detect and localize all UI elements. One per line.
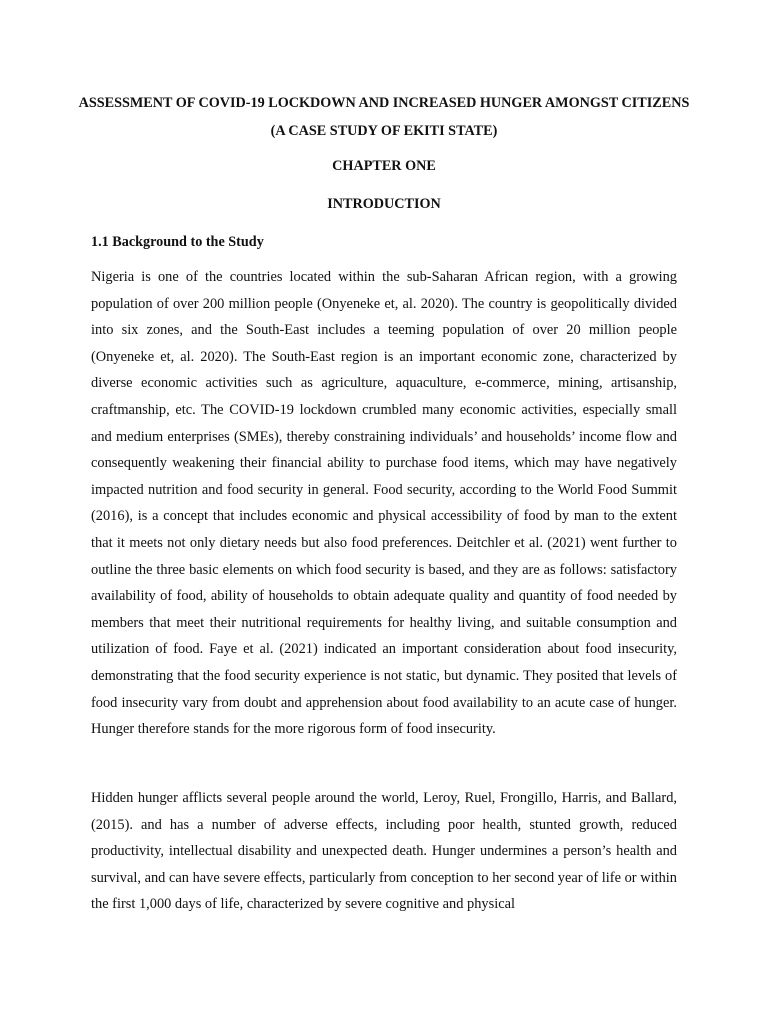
body-paragraph-1: Nigeria is one of the countries located within the sub-Saharan African region, with a growing population of over 200 million people (Onyeneke et, al. 2020). The country is geopolitically divided into six zones, and the South-East includes a teeming population of over 20 million people (Onyeneke et, al. 2020). The South-East region is an important economic zone, characterized by diverse economic activities such as agriculture, aquaculture, e-commerce, mining, artisanship, craftmanship, etc. The COVID-19 lockdown crumbled many economic activities, especially small and medium enterprises (SMEs), thereby constraining individuals’ and households’ income flow and consequently weakening their financial ability to purchase food items, which may have negatively impacted nutrition and food security in general. Food security, according to the World Food Summit (2016), is a concept that includes economic and physical accessibility of food by man to the extent that it meets not only dietary needs but also food preferences. Deitchler et al. (2021) went further to outline the three basic elements on which food security is based, and they are as follows: satisfactory availability of food, ability of households to obtain adequate quality and quantity of food needed by members that meet their nutritional requirements for healthy living, and suitable consumption and utilization of food. Faye et al. (2021) indicated an important consideration about food insecurity, demonstrating that the food security experience is not static, but dynamic. They posited that levels of food insecurity vary from doubt and apprehension about food availability to an acute case of hunger. Hunger therefore stands for the more rigorous form of food insecurity. — [91, 269, 677, 738]
chapter-title: INTRODUCTION — [327, 196, 441, 212]
section-heading: 1.1 Background to the Study — [91, 234, 264, 250]
body-paragraph-2: Hidden hunger afflicts several people around the world, Leroy, Ruel, Frongillo, Harris, and Ballard, (2015). and has a number of adverse effects, including poor health, stunted growth, reduced productivity, intellectual disability and unexpected death. Hunger undermines a person’s health and survival, and can have severe effects, particularly from conception to her second year of life or within the first 1,000 days of life, characterized by severe cognitive and physical — [91, 790, 677, 913]
chapter-label: CHAPTER ONE — [332, 158, 436, 174]
document-title: ASSESSMENT OF COVID-19 LOCKDOWN AND INCREASED HUNGER AMONGST CITIZENS (A CASE STUDY OF EKITI STATE) — [78, 95, 690, 139]
